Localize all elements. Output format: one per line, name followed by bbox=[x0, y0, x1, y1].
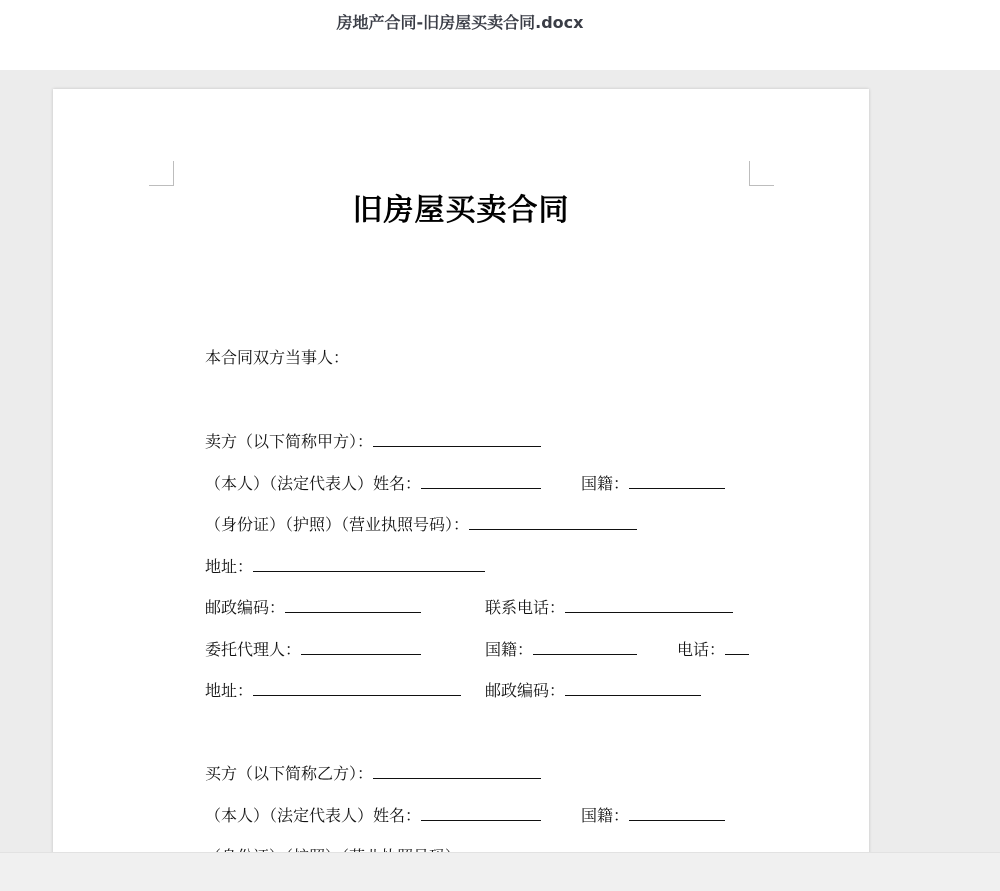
seller-phone-blank bbox=[565, 598, 733, 613]
buyer-label: 买方（以下简称乙方）： bbox=[205, 764, 374, 783]
seller-address-blank bbox=[253, 557, 485, 572]
buyer-name-label: （本人）（法定代表人）姓名： bbox=[205, 806, 422, 825]
buyer-blank bbox=[373, 764, 541, 779]
agent-nationality-label: 国籍： bbox=[485, 640, 534, 659]
title-bar bbox=[0, 0, 1000, 70]
document-page[interactable] bbox=[53, 89, 869, 889]
seller-nationality-blank bbox=[629, 474, 725, 489]
agent-address-blank bbox=[253, 681, 461, 696]
seller-postcode-blank bbox=[285, 598, 421, 613]
agent-nationality-blank bbox=[533, 640, 637, 655]
seller-id-label: （身份证）（护照）（营业执照号码）： bbox=[205, 515, 470, 534]
agent-postcode-label: 邮政编码： bbox=[485, 681, 566, 700]
seller-id-blank bbox=[469, 515, 637, 530]
agent-postcode-blank bbox=[565, 681, 701, 696]
status-bar bbox=[0, 852, 1000, 891]
agent-blank bbox=[301, 640, 421, 655]
buyer-nationality-label: 国籍： bbox=[581, 806, 630, 825]
document-title: 旧房屋买卖合同 bbox=[352, 193, 570, 228]
document-name: 房地产合同-旧房屋买卖合同.docx bbox=[336, 13, 584, 32]
buyer-name-blank bbox=[421, 806, 541, 821]
crop-mark-top-left bbox=[149, 161, 174, 186]
seller-name-label: （本人）（法定代表人）姓名： bbox=[205, 474, 422, 493]
seller-label: 卖方（以下简称甲方）： bbox=[205, 432, 374, 451]
agent-address-label: 地址： bbox=[205, 681, 254, 700]
document-workspace[interactable] bbox=[0, 70, 1000, 852]
crop-mark-top-right bbox=[749, 161, 774, 186]
seller-address-label: 地址： bbox=[205, 557, 254, 576]
seller-postcode-label: 邮政编码： bbox=[205, 598, 286, 617]
agent-phone-label: 电话： bbox=[677, 640, 726, 659]
agent-label: 委托代理人： bbox=[205, 640, 302, 659]
seller-phone-label: 联系电话： bbox=[485, 598, 566, 617]
seller-nationality-label: 国籍： bbox=[581, 474, 630, 493]
intro-text: 本合同双方当事人： bbox=[205, 348, 350, 367]
agent-phone-blank bbox=[725, 640, 749, 655]
seller-name-blank bbox=[421, 474, 541, 489]
buyer-nationality-blank bbox=[629, 806, 725, 821]
seller-blank bbox=[373, 432, 541, 447]
